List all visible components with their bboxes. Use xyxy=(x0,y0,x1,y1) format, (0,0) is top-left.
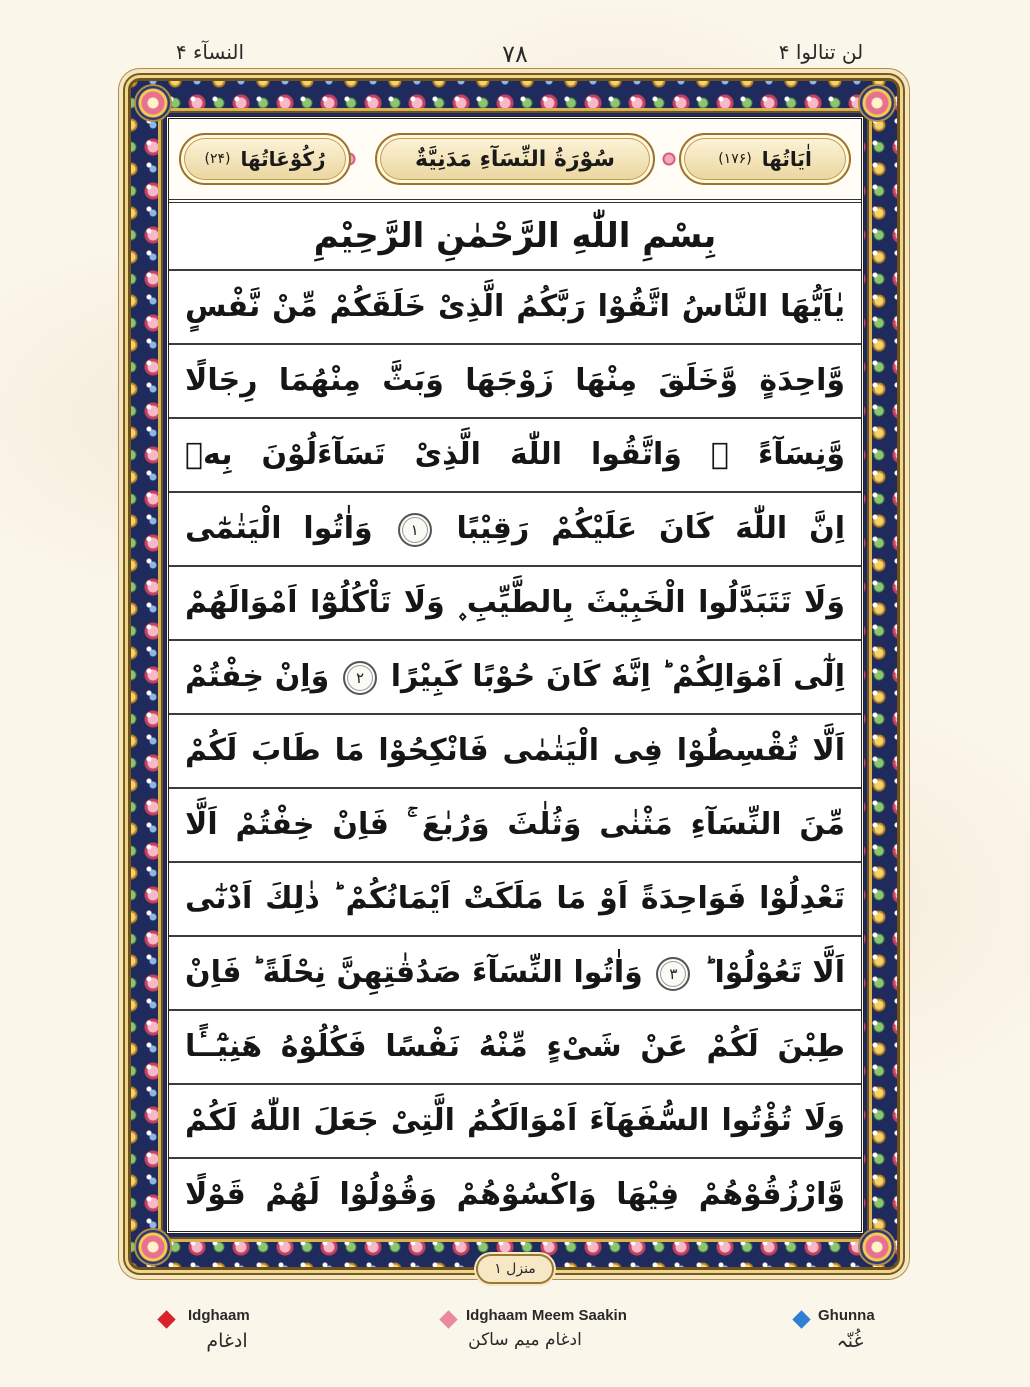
verse-text: اَلَّا تَعُوْلُوْا ؕ xyxy=(703,955,846,990)
verse-line-6 xyxy=(169,639,861,713)
legend-urdu-idghaam: ادغام xyxy=(206,1330,248,1352)
verse-line-5: وَلَا تَتَبَدَّلُوا الْخَبِيْثَ بِالطَّيِّبِ ۪ وَلَا تَاْكُلُوْٓا اَمْوَالَهُمْ xyxy=(169,565,861,639)
verse-line-2: وَّاحِدَةٍ وَّخَلَقَ مِنْهَا زَوْجَهَا وَبَثَّ مِنْهُمَا رِجَالًا xyxy=(169,343,861,417)
legend-label-idghaam-meem-saakin: Idghaam Meem Saakin xyxy=(466,1307,627,1324)
surah-name-header: النسآء ۴ xyxy=(175,40,245,64)
ayah-number-marker: ۳ xyxy=(656,957,690,991)
text-panel xyxy=(166,116,864,1234)
ayat-count: (۱۷۶) xyxy=(718,151,752,167)
legend-urdu-idghaam-meem-saakin: ادغام میم ساکن xyxy=(468,1330,582,1350)
verse-line-3: وَّنِسَآءً ۚ وَاتَّقُوا اللّٰهَ الَّذِىْ تَسَآءَلُوْنَ بِهٖ xyxy=(169,417,861,491)
surah-header xyxy=(169,119,861,199)
verse-text: اِنَّ اللّٰهَ كَانَ عَلَيْكُمْ رَقِيْبًا xyxy=(456,511,845,546)
verse-text: اِلٰٓى اَمْوَالِكُمْ ؕ اِنَّهٗ كَانَ حُوْبًا كَبِيْرًا xyxy=(390,659,845,694)
manzil-marker: منزل ۱ xyxy=(476,1254,554,1284)
verse-text: وَاِنْ خِفْتُمْ xyxy=(185,659,330,694)
ayah-number-marker: ۱ xyxy=(398,513,432,547)
verse-line-4 xyxy=(169,491,861,565)
ghunna-color-icon xyxy=(792,1310,810,1328)
verse-text: طِبْنَ لَكُمْ عَنْ شَىْءٍ مِّنْهُ نَفْسًا فَكُلُوْهُ هَنِيْٓــًٔا xyxy=(185,1029,845,1064)
ruku-label: رُكُوْعَاتُهَا xyxy=(240,147,326,171)
verse-line-7: اَلَّا تُقْسِطُوْا فِى الْيَتٰمٰى فَانْكِحُوْا مَا طَابَ لَكُمْ xyxy=(169,713,861,787)
verse-line-12: وَلَا تُؤْتُوا السُّفَهَآءَ اَمْوَالَكُمُ الَّتِىْ جَعَلَ اللّٰهُ لَكُمْ xyxy=(169,1083,861,1157)
idghaam-meem-saakin-color-icon xyxy=(439,1310,457,1328)
ayat-label: اٰيَاتُهَا xyxy=(761,147,812,171)
bismillah: بِسْمِ اللّٰهِ الرَّحْمٰنِ الرَّحِيْمِ xyxy=(169,199,861,269)
legend-label-ghunna: Ghunna xyxy=(818,1307,875,1324)
verse-line-10 xyxy=(169,935,861,1009)
legend-label-idghaam: Idghaam xyxy=(188,1307,250,1324)
verse-line-1: يٰاَيُّهَا النَّاسُ اتَّقُوْا رَبَّكُمُ الَّذِىْ خَلَقَكُمْ مِّنْ نَّفْسٍ xyxy=(169,269,861,343)
legend-urdu-ghunna: غُنّہ xyxy=(836,1330,864,1352)
verse-text: وَاٰتُوا الْيَتٰمٰٓى xyxy=(185,511,373,546)
verse-line-11 xyxy=(169,1009,861,1083)
ruku-count-cartouche xyxy=(179,133,351,185)
verse-text: وَاٰتُوا النِّسَآءَ صَدُقٰتِهِنَّ نِحْلَةً ؕ فَاِنْ xyxy=(185,955,643,990)
ruku-count: (۲۴) xyxy=(204,151,231,167)
verse-line-9: تَعْدِلُوْا فَوَاحِدَةً اَوْ مَا مَلَكَتْ اَيْمَانُكُمْ ؕ ذٰلِكَ اَدْنٰٓى xyxy=(169,861,861,935)
verse-line-13 xyxy=(169,1157,861,1231)
page-number: ۷۸ xyxy=(502,40,528,68)
verse-line-8: مِّنَ النِّسَآءِ مَثْنٰى وَثُلٰثَ وَرُبٰعَ ۚ فَاِنْ خِفْتُمْ اَلَّا xyxy=(169,787,861,861)
surah-title: سُوْرَةُ النِّسَآءِ مَدَنِيَّةٌ xyxy=(415,146,615,172)
ayah-number-marker: ۲ xyxy=(343,661,377,695)
verse-text: وَّارْزُقُوْهُمْ فِيْهَا وَاكْسُوْهُمْ وَقُوْلُوْا لَهُمْ قَوْلًا xyxy=(185,1177,845,1212)
para-name-header: لن تنالوا ۴ xyxy=(778,40,864,64)
surah-title-cartouche xyxy=(375,133,655,185)
ayat-count-cartouche xyxy=(679,133,851,185)
idghaam-color-icon xyxy=(157,1310,175,1328)
